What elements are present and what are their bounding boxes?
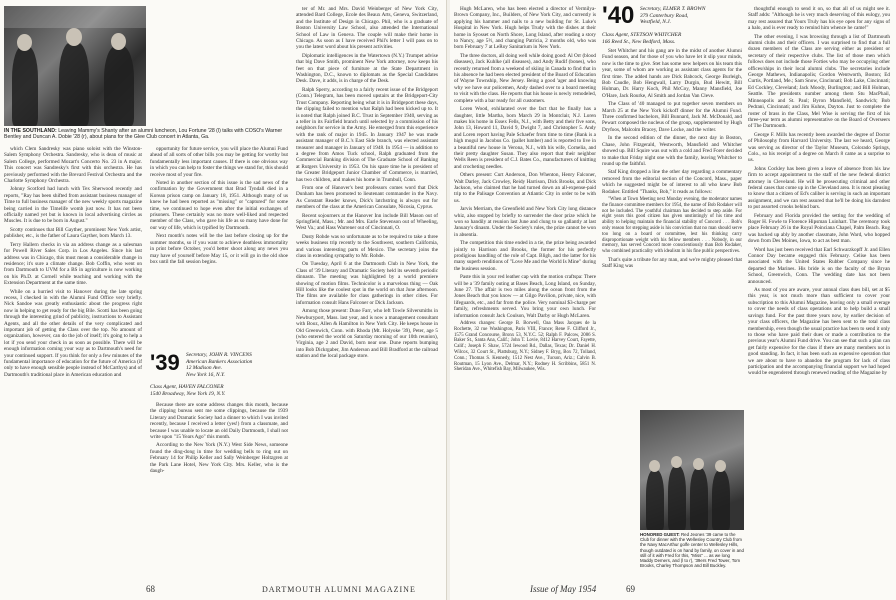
paragraph: Next month's notes will be the last before closing up for the summer months, so if you want to achieve deathless immortality in print before October, you'd better shoot along any news you may have of yourself before May 15, or it will go in the old shoe box until the fall session begins. xyxy=(150,233,288,265)
right-col-1 xyxy=(454,6,596,578)
photo-figure-left xyxy=(12,46,38,126)
paragraph: The three doctors, all doing well while doing good: Al Orr (blood diseases), Jack Kuhlke (all diseases), and Andy Rudif (bones), who recently returned from a weekend of skiing in Canada to find that in his absence he had been elected president of the Board of Education of Wayne Township, New Jersey. Being a good 'ager and knowing why we have our policemen, Andy dashed over to a board meeting to visit with the class. He reports that his house is newly remodeled, complete with a bar ready for all customers. xyxy=(454,52,596,104)
paragraph: Dusty Rohde was so unfortunate as to be required to take a three weeks business trip recently to the Southwest, southern California, and various interesting parts of Mexico. The secretary joins the class in extending sympathy to Mr. Rohde. xyxy=(296,233,438,260)
photo-figure xyxy=(668,466,686,530)
right-col-3 xyxy=(748,6,890,578)
paragraph: Recent sojourners at the Hanover Inn include Bill Mason out of Springfield, Mass.; Mr. and Mrs. Earle Stevenson out of Wheeling, West Va.; and Hass Warrener out of Cincinnati, O. xyxy=(296,212,438,232)
caption-text: Red Jeones '39 came to the Club for dinner with the Wellesley Country Club from the Navy MacArthur golfe center to Wellesley Hills, though outdated is on hand by family, on cover in and still of it with Fred for this, "Miss" ... as we long Maddy Demers, and (l to r), '39ers Fred Tower, Tom Brooks, Charley Thompson and Bill Buckley. xyxy=(640,532,744,569)
paragraph: As most of you are aware, your annual class dues bill, set at $5 this year, is not much more than sufficient to cover your subscription to this Alumni Magazine, leaving only a small overage to cover the needs of class operations and to help build a small savings fund. For the past three years now, by earlier decision of your class officers, the Magazine has been sent to the total class membership, even though the usual practice has been to send it only to those who have paid their dues or made a contribution to the previous year's Alumni Fund drive. You can see that such a plan can get fairly expensive for the class if there are many members not in good standing. In fact, it has been such an expensive operation that we are about to have to abandon the program for lack of class participation and the accompanying financial support we had hoped would be engendered through renewed reading of the Magazine by xyxy=(748,287,890,377)
photo-head xyxy=(693,458,704,470)
paragraph: Johns Cockley has been given a leave of absence from his law firm to accept appointment to the staff of the new federal district attorney in Cleveland. He will be prosecuting criminal and other federal cases that come up in the Cleveland area. It is most pleasing to know that a citizen of Ed's caliber is serving in such an important assignment, and we can rest assured that he'll be doing his darndest to put assorted crooks behind bars. xyxy=(748,165,890,211)
left-col-2 xyxy=(150,146,288,342)
secretary-line: 12 Madison Ave. xyxy=(186,365,222,372)
right-page-number: 69 xyxy=(626,584,635,594)
paragraph: The other evening, I was browsing through a list of Dartmouth alumni clubs and their officers. I was surprised to find that a full dozen members of the Class are serving either as president or secretary of their respective clubs. The list of those men which follows does not include those Forties who may be occupying other offices/ships in their local alumni clubs. The secretaries include George Mathews, Indianapolis; Gordon Wentworth, Boston; Ed Curtis, Portland, Me.; Sam Snow, Cincinnati; Bob Lake, Cincinnati; Ed Cockley, Cleveland; Jack Moody, Burlington; and Bill Holman, Seattle. The presidents number among them Stu MacPhail, Minneapolis and St. Paul; Byron Mansfield, Sandwich; Bob Pedrani, Cincinnati; and Jim Kuhns, Dayton. Just to complete the roster of brass in the Class, Mel Wise is serving the first of his three-year term as alumni representative on the Board of Overseers of The Dartmouth. xyxy=(748,33,890,130)
paragraph: George F. Mills has recently been awarded the degree of Doctor of Philosophy from Harvard University. The last we heard, George was serving as director of the Taylor Museum, Colorado Springs, Colo., so his receipt of a degree on March 8 came as a surprise to us. xyxy=(748,131,890,164)
agent-line: Class Agent, STETSON WHITCHER xyxy=(602,32,682,38)
paragraph: Because there are some address changes this month, because the clipping bureau sent me some clippings, because the 1939 Literary and Dramatic Society had a dinner to which I was invited recently, because I received a letter (yes!) from a classmate, and because I was unable to locate an old Daily Dartmouth, I shall not write upon "15 Years Ago" this month. xyxy=(150,402,288,441)
paragraph: Staf King dropped a line the other day regarding a commentary removed from the editorial section of the Concord, Mass., paper which he suggested might be of interest to all who knew Bob Rodaker. Entitled "Thanks, Bob," it reads as follows: xyxy=(602,169,742,195)
paragraph: February and Florida provided the setting for the wedding of Roger H. Fowle to Florence Hipsman Luinhart. The ceremony took place February 26 in the Royal Poinciana Chapel, Palm Beach. Rog was backed up ably by another classmate, John Ward, who hopped down from Des Moines, Iowa, to act as best man. xyxy=(748,212,890,245)
photo-figure xyxy=(690,468,708,530)
secretary-name: Secretary, JOHN R. VINCENS xyxy=(186,352,252,358)
southland-caption xyxy=(4,128,284,140)
paragraph: ter of Mr. and Mrs. David Weinberger of New York City, attended Bard College, Ecole des Beaux Arts, Geneva, Switzerland, and the Institute of Design in Chicago. Phil, who is a graduate of Boston University Law School, also attended the International School of Law in Geneva. The couple will make their home in Chicago. As soon as I have received Phil's letter I will pass on to you the latest word about his present activities. xyxy=(296,6,438,51)
photo-head xyxy=(715,460,726,472)
photo-figure xyxy=(646,470,664,530)
agent-line: 166 Reed St., New Bedford, Mass. xyxy=(602,38,676,45)
paragraph: opportunity for future service, you will place the Alumni Fund ahead of all sorts of other bills you may be getting for worthy but fundamentally less important causes. If there is one obvious way in which you can help to foster the things we stand for, this should receive most of your fire. xyxy=(150,146,288,178)
secretary-line: American Bankers Association xyxy=(186,358,253,365)
caption-lead: IN THE SOUTHLAND: xyxy=(4,128,57,134)
paragraph: That's quite a tribute for any man, and we're mighty pleased that Staff King was xyxy=(602,256,742,270)
paragraph: "When at Town Meeting next Monday evening, the moderator names the finance committee members for 1954, the name of Bob Rodaker will not be included. The youthful chairman has decided to step aside. For eight years this good citizen has given unstintingly of his time and ability to helping maintain the financial stability of Concord . . . Bob's only reason for stepping aside is his conviction that no man should serve too long on a board or committee, lest his thinking carry disproportionate weight with his fellow members . . . Nobody, in our memory, has served Concord more conscientiously than Bob Rodaker, who combined practicality with idealism in his fine public perspectives. xyxy=(602,196,742,255)
paragraph: Word has just been received that Earl Schwarzkopff Jr. and Ellen Connor Day became engaged this February. Celise has been associated with the United States Rubber Company since he departed the Marines. His bride is on the faculty of the Bryan School, Greenwich, Conn. The wedding date has not been announced. xyxy=(748,246,890,285)
paragraph: Terry Hallern checks in via an address change as a salesman for Powell River Sales Corp. in Los Angeles. Since his last address was in Chicago, this must mean a considerable change in residence; it's sure a climate change. Bob Coffin, who went on from Dartmouth to UVM for a BS in agriculture is now working on his Ph.D. at Cornell while teaching and working with the Extension Department at the same time. xyxy=(4,241,142,287)
secretary-line: Westfield, N.J. xyxy=(640,19,671,26)
honored-guest-caption xyxy=(640,532,744,568)
paragraph: Loren Wood, exhilarated over the fact that he finally has a daughter, little Martha, born March 29 in Montclair, N.J. Loren makes his home in Essex Fells, N.J., with Betty and their five sons, John 13, Howard 11, David 9, Dwight 7, and Christopher 5. Andy and Loren report having Pale Schaefer from time to time (Bank is a high mogul in Jacobus Co. (pallet lumber) and is reported to live in a beautiful new house in Verona, N.J., with his wife, Cornelia, and their pretty daughter Susan. They also report that their neighbor Wells Reen is president of C.J. Bates Co., manufacturers of knitting and crocheting needles. xyxy=(454,106,596,170)
paragraph: Among those present: Dune Farr, who left Towle Silversmiths in Newburyport, Mass. last year, and is now a management consultant with Booz, Allen & Hamilton in New York City. He keeps house in Old Greenwich, Conn. with Rhoda (Mt. Holyoke '39), Peter, age 5 (who entered the world on Saturday morning of our 10th reunion), Virginia, age 2 and David, born near one. Dune reports bumping into Bob Dickrgaber, Jim Anderson and Bill Bradford at the railroad station and the local package store. xyxy=(296,308,438,360)
paragraph: Hugh McLaren, who has been elected a director of Vermilya-Brown Company, Inc., Builders, of New York City, and currently is applying his hammer and nails to a new building for St. Luke's Hospital in New York. Hugh helps Trudy with the dishes at their home in Syosset on North Shore, Long Island, after reading a story to Nancy, age 5½, and changing Patricia, 2 months old, who was born February 7 at LeRoy Sanitarium in New York. xyxy=(454,6,596,51)
paragraph: Noted in another section of this issue is the sad news of the confirmation by the Government that Brad Tyndall died in a Korean prison camp on January 18, 1951. Although many of us knew he had been reported as "missing" or "captured" for some time, we continued to hope even after the initial exchanges of prisoners. These certainly was no more well-liked and respected member of the Class, who gave his life as so many have done for our way of life, which is typified by Dartmouth. xyxy=(150,180,288,231)
paragraph: In the second edition of the dinner, the next day in Boston, Chase, John Fitzgerald, Westworth, Mansfield and Whitcher showed up. Bill Squire was out with a cold and Fred Forer decided to make that Friday night one with the family, leaving Whitcher to round up the faithful. xyxy=(602,135,742,167)
paragraph: Scotty continues that Bill Gayther, prominent New York artist, publisher, etc., is the father of Laura Gayther, born March 13. xyxy=(4,226,142,240)
paragraph: The competition this time ended in a tie, the prize being awarded jointly to Harrison and Brooks, the former for his perfectly prodigious handling of the role of Capt. Bligh, and the latter for his many superb renditions of "Love Me and the World Is Mine" during the business session. xyxy=(454,240,596,272)
photo-figure-right xyxy=(104,46,134,126)
caption-text: Leaving Mammy's Shanty after an alumni luncheon, Lou Fortune '28 (l) talks with COSO's Warner Bentley and Duncan A. Dobie '28 (r), about plans for the Glee Club concert in Atlanta, Ga. xyxy=(4,128,283,141)
photo-figure-middle xyxy=(59,42,89,126)
agent-address: 1540 Broadway, New York 19, N.Y. xyxy=(150,390,226,397)
photo-head-right xyxy=(111,33,126,50)
paragraph: On Tuesday, April 6 at the Dartmouth Club in New York, the Class of '39 Literary and Dramatic Society held its seventh periodic dinnasm. The meeting was highlighted by a world premiere showing of motion films. Technicolor is a marvelous thing — Oak Hill looks like the coolest spot in the world on that June afternoon. The films are available for class gatherings in other cities. For information consult Hans Falconer or Dick Jackson. xyxy=(296,261,438,306)
class-40-secretary xyxy=(640,6,744,26)
left-page-number: 68 xyxy=(146,584,155,594)
photo-figure xyxy=(712,470,730,530)
southland-photo xyxy=(4,6,146,126)
paragraph: Paste this in your red leather cap with the motion craftspa: There will be a '39 family outing at Bases Beach, Long Island, on Sunday, June 27. The affair is two miles along the ocean front from the Jones Beach that you know — at Gilgo Pavilion, private, nice, with lifeguards, etc., and far from the police. Very nominal $3-charge per family, refreshments served. You bring your own lunch. For information consult Jack Coulson, Walt Darby or Hugh McLaren. xyxy=(454,274,596,319)
paragraph: The Class of '40 managed to put together seven members on March 25 at the New York kickoff dinner for the Alumni Fund. Three confirmed bachelors, Bill Bunnard, Jack M. McDonald, and Pewart composed the nucleus of the group, supplemented by Hugh Dryfoos, Malcolm Bracey, Dave Locke, and the writer. xyxy=(602,101,742,133)
caption-lead: HONORED GUEST: xyxy=(640,532,680,537)
photo-head-left xyxy=(17,34,32,51)
left-page xyxy=(0,0,447,600)
paragraph: Address changes: George B. Borwell, Oaa Mass Jacques de la Rochette, 32 rue Washington, Paris VIII, France; Rene F. Clifford Jr., 1575 Grand Concourse, Bronx 53, N.Y.C. 52; Ralph F. Palcow, 2086 S. Baker St., Santa Ana, Calif.; John T. Lovie, 8412 Harvey Court, Fayette, Calif.; Joseph F. Shaw, 5724 Iewood Rd., Dallas, Texas; Dr. Daniel H. Wilcox, 32 Court St., Plattsburg, N.Y.; Sidney F. Bryg, Box 72, Tolland, Conn.; Thomas S. Kennedy, 1512 Nest Ave., Tucson, Ariz.; Calvin B. Routman, 15 Lyon Ave., Delmar, N.Y.; Rodney H. Scribbins, 5851 N. Sheridan Ave., Whitefish Bay, Milwaukee, Wis. xyxy=(454,321,596,373)
agent-name: Class Agent, HAVEN FALCONER xyxy=(150,384,224,390)
class-40-agent xyxy=(602,32,742,45)
left-col-1 xyxy=(4,146,142,576)
paragraph: Jarvis Merriam, the Greenfield and New York City long distance whiz, also stopped by briefly to surrender the door prize which he won so handily at reunion last June and clung to so gallantly at last January's dinasm. Under the Society's rules, the prize cannot be won in absentia. xyxy=(454,206,596,238)
paragraph: Diplomatic intelligences in the Watertown (N.Y.) Trumpet advise that big Dave Smith, prominent New York attorney, now keeps his feet on that piece of furniture at the State Department in Washington, D.C., known to diplomats as the Special Candidates Desk. Dave, it adds, is in charge of the Desk. xyxy=(296,52,438,85)
paragraph: From one of Hanover's best professors comes word that Dick Dunham has been promoted to lieutenant commander in the Navy. As Constant Reader knows, Dick's latchstring is always out for members of the class at the American Consulate, Nicosia, Cyprus. xyxy=(296,184,438,211)
paragraph: According to the New York (N.Y.) West Side News, someone found the ding-dong in time for wedding bells to ring out on February 14 for Philip Keller and Sally Weinberger Holtzgren at the Park Lane Hotel, New York City. Mrs. Keller, who is the daugh- xyxy=(150,442,288,475)
class-39-number: '39 xyxy=(150,350,180,375)
paragraph: Johnny Scotford had lunch with Tex Sherwood recently and reports, "Ray has been shifted from assistant business manager of Time to full business manager of the new weekly sports magazine being carried in the Timelife womb just now. It has not been officially named yet but is known in local advertising circles as Muscles. It is due to be born in August." xyxy=(4,186,142,225)
secretary-line: New York 16, N.Y. xyxy=(186,371,225,378)
secretary-line: Secretary, ELMER T. BROWN xyxy=(640,6,706,12)
left-col-3 xyxy=(296,6,438,578)
left-col-2b xyxy=(150,402,288,578)
class-39-secretary xyxy=(186,352,290,378)
paragraph: Ralph Sperry, according to a fairly recent issue of the Bridgeport (Conn.) Telegram, has been moved upstairs at the Bridgeport-City Trust Company. Reporting being what it is in Bridgeport these days, the clipping failed to mention what Ralph had been kicked up to. It is noted that Ralph joined B.C. Trust in September 1940, serving as a teller in its Fairfield branch until selected by a commission of his neighbors for service in the Army. He emerged from this experience with the rank of major in 1945. In January 1947 he was made assistant manager of B.C.'s East Side branch, was elected assistant treasurer and manager in January of 1948. In 1954 — in addition to a degree from Amos Tuck school, Ralph graduated from the Commercial Banking division of The Graduate School of Banking at Rutgers University in 1953. On his spare time he is president of the Greater Bridgeport Junior Chamber of Commerce, is married, has two children, and makes his home in Trumbull, Conn. xyxy=(296,86,438,183)
paragraph: thoughtful enough to send it on, so that all of us might see it. Staff adds: "Although he is very much deserving of this eulogy, you may rest assured that Yours Truly has his eye open for any signs of a halo, and is ever ready to remind him whence he came!" xyxy=(748,6,890,32)
photo-head-middle xyxy=(66,28,82,46)
magazine-name: DARTMOUTH ALUMNI MAGAZINE xyxy=(262,585,416,594)
class-39-agent xyxy=(150,384,288,397)
paragraph: Others present: Curt Anderson, Don Whenton, Henry Falconer, Walt Darley, Jack Crowley, Reidy Harrison, Dick Brooks, and Dick Jackson, who claimed that he had turned down an all-expense-paid trip to the Palisage Convention at Atlantic City in order to be with us. xyxy=(454,172,596,204)
photo-head xyxy=(649,460,660,472)
honored-guest-photo xyxy=(640,410,744,530)
right-page xyxy=(450,0,896,600)
paragraph: which Clem Sandresky was piano soloist with the Winston-Salem Symphony Orchestra. Sandresky, who is dean of music at Salem College, performed Mozart's Concerto No. 23 in A major. This concert was Sandresky's first with this orchestra. He has previously performed with the Brevard Festival Orchestra and the Charlotte Symphony Orchestra. xyxy=(4,146,142,185)
photo-sign xyxy=(4,6,146,28)
issue-date: Issue of May 1954 xyxy=(530,584,597,594)
class-40-number: '40 xyxy=(602,2,635,29)
paragraph: While on a hurried visit to Hanover during the late spring recess, I checked in with the Alumni Fund Office very briefly. Nick Sandoe was greatly enthusiastic about the progress right now in helping to get ready for the big Bile. Scotti has been going through the interesting grind of publicity, instructions to Assistant Agents, and all the other details of the very complicated and important job of getting the Class over the top. No amount of organization, however, can do the job of itself; it's going to help a lot if you send your check in as soon as possible. There will be enough information coming your way as to Dartmouth's need for your continued support. If you think for only a few minutes of the fundamental importance of education for the future of America (if only to have enough sensible people instead of McCarthys) and of Dartmouth's traditional place in American education and xyxy=(4,288,142,378)
photo-head xyxy=(671,456,682,468)
paragraph: Stet Whitcher and his gang are in the midst of another Alumni Fund season, and for those of you who have let it slip your minds, now is the time to give. Stet has some new helpers on his team this year, some of whom are working as assistant class agents for the first time. The added hands are Dick Babcock, George Burleigh, Bob Caudle, Bob Hengwall, Larry Durgin, Bud Hewitt, Bill Holman, Dr. Harry Koch, Phil McCoy, Manny Mansfield, Joe O'Hare, Jack Rourke, Al Smith and Jordan Van Cleve. xyxy=(602,48,742,99)
secretary-line: 379 Canterbury Road, xyxy=(640,12,689,19)
